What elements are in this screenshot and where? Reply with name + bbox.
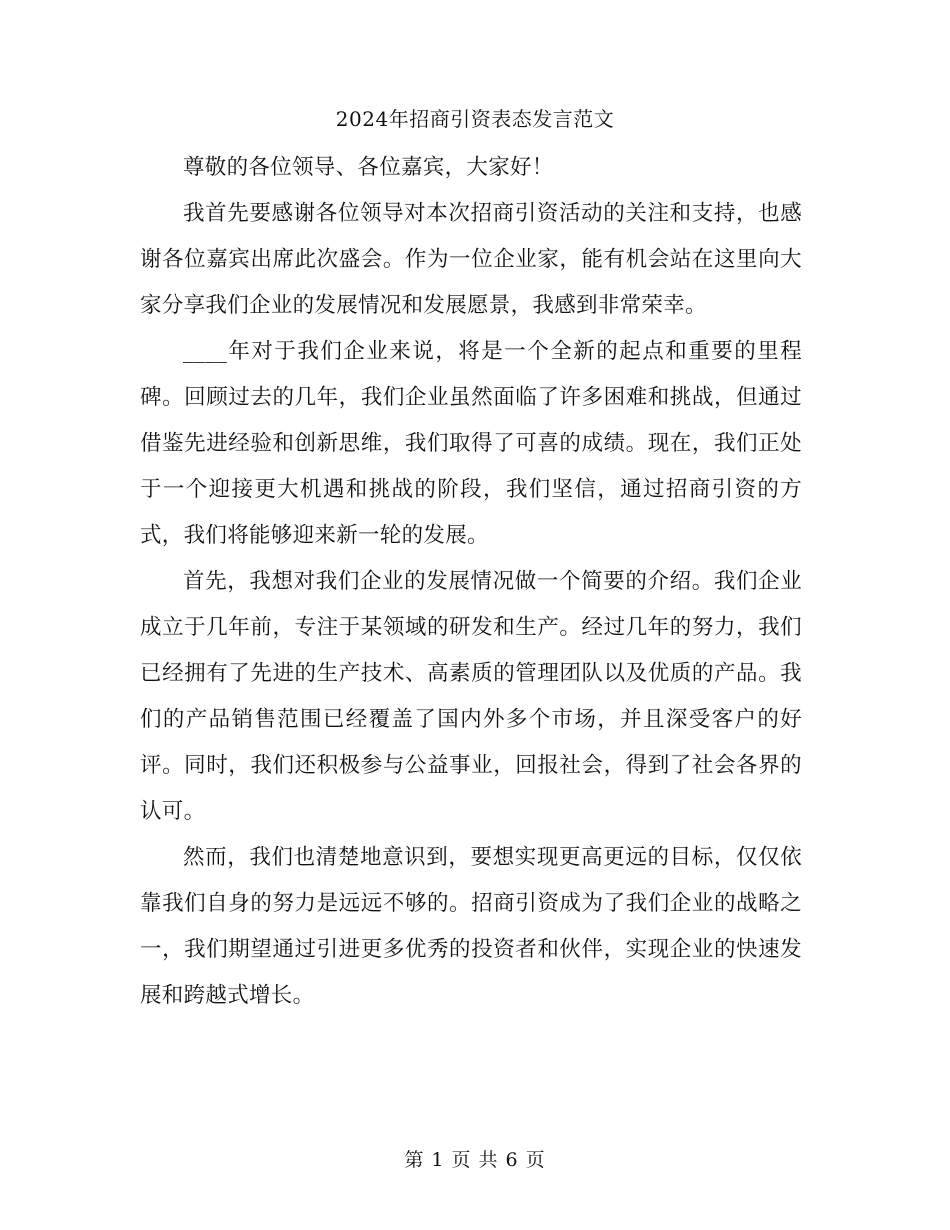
greeting-paragraph: 尊敬的各位领导、各位嘉宾，大家好！	[183, 155, 554, 180]
body-paragraph: 然而，我们也清楚地意识到，要想实现更高更远的目标，仅仅依靠我们自身的努力是远远不够的。招商引资成为了我们企业的战略之一，我们期望通过引进更多优秀的投资者和伙伴，实现企业的快速发展和跨越式增长。	[140, 845, 802, 1008]
page-number-footer: 第 1 页 共 6 页	[404, 1149, 546, 1171]
body-paragraph: ____年对于我们企业来说，将是一个全新的起点和重要的里程碑。回顾过去的几年，我们企业虽然面临了许多困难和挑战，但通过借鉴先进经验和创新思维，我们取得了可喜的成绩。现在，我们正处于一个迎接更大机遇和挑战的阶段，我们坚信，通过招商引资的方式，我们将能够迎来新一轮的发展。	[140, 339, 802, 548]
document-title: 2024年招商引资表态发言范文	[335, 107, 615, 131]
body-paragraph: 首先，我想对我们企业的发展情况做一个简要的介绍。我们企业成立于几年前，专注于某领域的研发和生产。经过几年的努力，我们已经拥有了先进的生产技术、高素质的管理团队以及优质的产品。我们的产品销售范围已经覆盖了国内外多个市场，并且深受客户的好评。同时，我们还积极参与公益事业，回报社会，得到了社会各界的认可。	[140, 569, 802, 824]
document-body	[140, 145, 802, 1019]
body-paragraph: 我首先要感谢各位领导对本次招商引资活动的关注和支持，也感谢各位嘉宾出席此次盛会。作为一位企业家，能有机会站在这里向大家分享我们企业的发展情况和发展愿景，我感到非常荣幸。	[140, 201, 802, 318]
